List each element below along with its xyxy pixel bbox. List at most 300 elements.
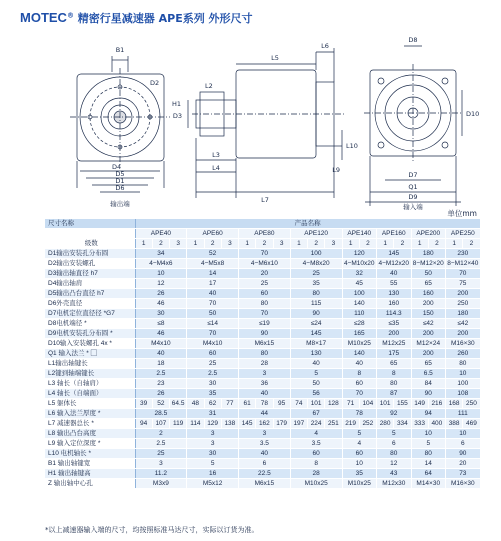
table-cell: 95 bbox=[273, 399, 290, 409]
table-cell: 150 bbox=[411, 309, 446, 319]
table-cell: 4−M6x10 bbox=[239, 259, 291, 269]
table-cell: 6 bbox=[377, 439, 412, 449]
table-cell: 18 bbox=[135, 359, 187, 369]
table-stages-row bbox=[45, 239, 480, 249]
spec-table bbox=[45, 219, 481, 489]
table-cell: 44 bbox=[239, 409, 291, 419]
table-cell: 3 bbox=[187, 429, 239, 439]
table-cell: 32 bbox=[342, 269, 377, 279]
table-cell: 70 bbox=[187, 329, 239, 339]
unit-label: 单位mm bbox=[447, 209, 477, 218]
table-cell: 45 bbox=[342, 279, 377, 289]
table-cell: 130 bbox=[377, 289, 412, 299]
table-cell: 3.5 bbox=[239, 439, 291, 449]
stage-number: 1 bbox=[342, 239, 359, 249]
row-label: D3输出轴直径 h7 bbox=[45, 269, 135, 279]
table-cell: 40 bbox=[239, 449, 291, 459]
table-cell: M4x10 bbox=[187, 339, 239, 349]
stage-number: 2 bbox=[359, 239, 376, 249]
table-cell: 333 bbox=[411, 419, 428, 429]
stage-number: 2 bbox=[152, 239, 169, 249]
table-cell: 55 bbox=[377, 279, 412, 289]
table-cell: ≤14 bbox=[187, 319, 239, 329]
table-cell: 107 bbox=[152, 419, 169, 429]
table-cell: 200 bbox=[446, 329, 481, 339]
table-cell: 469 bbox=[463, 419, 480, 429]
table-cell: 111 bbox=[446, 409, 481, 419]
stage-number: 2 bbox=[204, 239, 221, 249]
registered-mark: ® bbox=[66, 11, 74, 20]
table-row bbox=[45, 379, 480, 389]
table-cell: 3 bbox=[239, 369, 291, 379]
row-label: D6外壳直径 bbox=[45, 299, 135, 309]
table-cell: 114 bbox=[187, 419, 204, 429]
table-cell: 80 bbox=[377, 379, 412, 389]
table-cell: 65 bbox=[377, 359, 412, 369]
table-cell: 100 bbox=[342, 289, 377, 299]
table-cell: 10 bbox=[446, 429, 481, 439]
table-cell: 52 bbox=[152, 399, 169, 409]
table-cell: 17 bbox=[187, 279, 239, 289]
row-label: D9电机安装孔分布圆 * bbox=[45, 329, 135, 339]
stage-number: 2 bbox=[463, 239, 480, 249]
dim-label-l5: L5 bbox=[271, 54, 279, 62]
table-cell: 130 bbox=[290, 349, 342, 359]
table-cell: 40 bbox=[135, 349, 187, 359]
table-cell: M4x10 bbox=[135, 339, 187, 349]
table-cell: 20 bbox=[239, 269, 291, 279]
stage-number: 2 bbox=[428, 239, 445, 249]
table-row bbox=[45, 329, 480, 339]
row-label: L6 输入法兰厚度 * bbox=[45, 409, 135, 419]
table-row bbox=[45, 309, 480, 319]
row-label: L5 躯体长 bbox=[45, 399, 135, 409]
table-cell: ≤42 bbox=[411, 319, 446, 329]
table-cell: 80 bbox=[446, 359, 481, 369]
stage-number: 2 bbox=[256, 239, 273, 249]
row-label: L4 轴长（自端面） bbox=[45, 389, 135, 399]
table-cell: M12x30 bbox=[377, 479, 412, 489]
table-cell: 67 bbox=[290, 409, 342, 419]
table-cell: 140 bbox=[342, 349, 377, 359]
dim-label-d8: D8 bbox=[408, 36, 418, 44]
table-cell: 78 bbox=[256, 399, 273, 409]
table-cell: 25 bbox=[187, 359, 239, 369]
table-cell: 40 bbox=[342, 359, 377, 369]
table-row bbox=[45, 259, 480, 269]
table-cell: 77 bbox=[221, 399, 238, 409]
dim-label-l7: L7 bbox=[261, 196, 269, 204]
table-cell: 250 bbox=[463, 399, 480, 409]
input-end-view bbox=[364, 46, 462, 206]
table-cell: 30 bbox=[187, 379, 239, 389]
table-cell: 149 bbox=[411, 399, 428, 409]
table-cell: 92 bbox=[377, 409, 412, 419]
table-cell: 280 bbox=[377, 419, 394, 429]
table-cell: 200 bbox=[411, 299, 446, 309]
table-cell: 40 bbox=[290, 359, 342, 369]
row-label bbox=[45, 229, 135, 239]
table-row bbox=[45, 459, 480, 469]
table-cell: 46 bbox=[135, 299, 187, 309]
table-cell: 4−M4x6 bbox=[135, 259, 187, 269]
table-cell: 10 bbox=[135, 269, 187, 279]
table-cell: 70 bbox=[342, 389, 377, 399]
table-cell: 3 bbox=[135, 459, 187, 469]
table-cell: ≤24 bbox=[290, 319, 342, 329]
page-title bbox=[20, 10, 253, 26]
table-cell: 11.2 bbox=[135, 469, 187, 479]
table-cell: 260 bbox=[446, 349, 481, 359]
table-cell: 65 bbox=[411, 279, 446, 289]
table-cell: 2.5 bbox=[135, 369, 187, 379]
table-cell: 40 bbox=[239, 389, 291, 399]
dim-label-l9: L9 bbox=[332, 166, 340, 174]
model-name: APE80 bbox=[239, 229, 291, 239]
table-cell: 28 bbox=[239, 359, 291, 369]
row-label: 级数 bbox=[45, 239, 135, 249]
table-cell: 160 bbox=[411, 289, 446, 299]
table-cell: 34 bbox=[135, 249, 187, 259]
table-cell: 20 bbox=[446, 459, 481, 469]
row-label: L1输出轴键长 bbox=[45, 359, 135, 369]
table-cell: 6 bbox=[239, 459, 291, 469]
table-cell: 180 bbox=[446, 309, 481, 319]
table-cell: 70 bbox=[239, 249, 291, 259]
table-cell: 155 bbox=[394, 399, 411, 409]
table-cell: 23 bbox=[135, 379, 187, 389]
table-cell: 35 bbox=[187, 389, 239, 399]
table-cell: M10x25 bbox=[342, 339, 377, 349]
header-product-name: 产品名称 bbox=[135, 219, 480, 229]
table-row bbox=[45, 469, 480, 479]
dim-label-l2: L2 bbox=[205, 82, 213, 90]
table-row bbox=[45, 269, 480, 279]
table-cell: 22.5 bbox=[239, 469, 291, 479]
table-cell: 252 bbox=[359, 419, 376, 429]
table-cell: 30 bbox=[187, 449, 239, 459]
table-cell: 90 bbox=[239, 329, 291, 339]
table-cell: 71 bbox=[342, 399, 359, 409]
table-row bbox=[45, 389, 480, 399]
row-label: D7电机定位直径径 *G7 bbox=[45, 309, 135, 319]
table-cell: 73 bbox=[446, 469, 481, 479]
stage-number: 3 bbox=[221, 239, 238, 249]
table-cell: 62 bbox=[204, 399, 221, 409]
model-name: APE200 bbox=[411, 229, 446, 239]
table-cell: 50 bbox=[187, 309, 239, 319]
dim-label-l3: L3 bbox=[212, 151, 220, 159]
table-cell: 40 bbox=[377, 269, 412, 279]
table-cell: 14 bbox=[411, 459, 446, 469]
table-cell: 145 bbox=[377, 249, 412, 259]
table-cell: 128 bbox=[325, 399, 342, 409]
table-cell: 8 bbox=[290, 459, 342, 469]
model-name: APE160 bbox=[377, 229, 412, 239]
table-cell: 4−M8x20 bbox=[290, 259, 342, 269]
dimension-drawings bbox=[0, 30, 501, 212]
table-row bbox=[45, 399, 480, 409]
table-cell: 6.5 bbox=[411, 369, 446, 379]
table-cell: 162 bbox=[256, 419, 273, 429]
table-cell: 138 bbox=[221, 419, 238, 429]
table-cell: 60 bbox=[239, 289, 291, 299]
stage-number: 1 bbox=[377, 239, 394, 249]
row-label: D2输出安装螺孔 bbox=[45, 259, 135, 269]
table-cell: 70 bbox=[446, 269, 481, 279]
table-cell: 8−M12×40 bbox=[447, 260, 479, 267]
row-label: L2键到轴端键长 bbox=[45, 369, 135, 379]
table-cell: 250 bbox=[446, 299, 481, 309]
table-cell: 8−M12×20 bbox=[412, 260, 444, 267]
dim-label-h1: H1 bbox=[172, 100, 182, 108]
table-cell: 110 bbox=[342, 309, 377, 319]
table-cell: 31 bbox=[187, 409, 239, 419]
caption-output-end: 输出端 bbox=[110, 200, 130, 208]
table-cell: 200 bbox=[377, 329, 412, 339]
table-cell: ≤8 bbox=[135, 319, 187, 329]
model-name: APE140 bbox=[342, 229, 377, 239]
table-row bbox=[45, 319, 480, 329]
table-cell: 70 bbox=[187, 299, 239, 309]
row-label: L7 减速器总长 * bbox=[45, 419, 135, 429]
brand-name: MOTEC bbox=[20, 10, 67, 25]
table-cell: 10 bbox=[446, 369, 481, 379]
table-cell: 48 bbox=[187, 399, 204, 409]
table-cell: 224 bbox=[308, 419, 325, 429]
table-cell: 3 bbox=[187, 439, 239, 449]
table-cell: 4 bbox=[290, 429, 342, 439]
table-cell: 64.5 bbox=[170, 399, 187, 409]
table-cell: ≤19 bbox=[239, 319, 291, 329]
dim-label-d9: D9 bbox=[408, 193, 418, 201]
table-cell: 35 bbox=[290, 279, 342, 289]
table-cell: ≤35 bbox=[377, 319, 412, 329]
stage-number: 2 bbox=[394, 239, 411, 249]
table-row bbox=[45, 339, 480, 349]
table-cell: 4−M5x8 bbox=[187, 259, 239, 269]
table-cell: 90 bbox=[290, 309, 342, 319]
row-label: D1输出安装孔分布圆 bbox=[45, 249, 135, 259]
table-cell: 14 bbox=[187, 269, 239, 279]
table-cell: M6x15 bbox=[239, 339, 291, 349]
row-label: B1 输出轴键宽 bbox=[45, 459, 135, 469]
table-cell: 90 bbox=[411, 389, 446, 399]
table-cell: 80 bbox=[239, 349, 291, 359]
table-cell: 26 bbox=[135, 389, 187, 399]
table-cell: 2.5 bbox=[135, 439, 187, 449]
table-cell: 80 bbox=[411, 449, 446, 459]
row-label: L9 输入定位深度 * bbox=[45, 439, 135, 449]
drawing-svg bbox=[0, 30, 501, 212]
table-models-row bbox=[45, 229, 480, 239]
table-cell: 8 bbox=[377, 369, 412, 379]
table-cell: 80 bbox=[290, 289, 342, 299]
table-cell: 60 bbox=[187, 349, 239, 359]
table-cell: 114.3 bbox=[377, 309, 412, 319]
table-cell: M14×30 bbox=[411, 479, 446, 489]
table-cell: 8 bbox=[342, 369, 377, 379]
table-cell: 168 bbox=[446, 399, 463, 409]
table-cell: M16×30 bbox=[446, 479, 481, 489]
dim-label-b1: B1 bbox=[115, 46, 125, 54]
table-cell: 334 bbox=[394, 419, 411, 429]
table-cell: 4−M10x20 bbox=[343, 260, 375, 267]
row-label: D8电机端径 * bbox=[45, 319, 135, 329]
table-row bbox=[45, 419, 480, 429]
table-cell: 61 bbox=[239, 399, 256, 409]
row-label: D4输出轴肩 bbox=[45, 279, 135, 289]
row-label: L8 输出凸台高度 bbox=[45, 429, 135, 439]
table-cell: 165 bbox=[342, 329, 377, 339]
stage-number: 3 bbox=[170, 239, 187, 249]
stage-number: 1 bbox=[135, 239, 152, 249]
table-cell: 160 bbox=[377, 299, 412, 309]
table-cell: 5 bbox=[290, 369, 342, 379]
table-cell: 219 bbox=[342, 419, 359, 429]
table-cell: 5 bbox=[377, 429, 412, 439]
table-cell: 100 bbox=[446, 379, 481, 389]
table-cell: 388 bbox=[446, 419, 463, 429]
table-row bbox=[45, 349, 480, 359]
table-row bbox=[45, 279, 480, 289]
stage-number: 1 bbox=[446, 239, 463, 249]
stage-number: 1 bbox=[187, 239, 204, 249]
table-cell: 39 bbox=[135, 399, 152, 409]
table-cell: 28 bbox=[290, 469, 342, 479]
table-cell: 5 bbox=[187, 459, 239, 469]
dim-label-q1: Q1 bbox=[408, 183, 418, 191]
table-cell: 25 bbox=[290, 269, 342, 279]
table-cell: M10x25 bbox=[342, 479, 377, 489]
table-row bbox=[45, 409, 480, 419]
table-cell: 100 bbox=[290, 249, 342, 259]
table-cell: 65 bbox=[411, 359, 446, 369]
table-cell: 175 bbox=[377, 349, 412, 359]
row-label: Z 输出轴中心孔 bbox=[45, 479, 135, 489]
table-cell: 200 bbox=[411, 329, 446, 339]
table-cell: 3 bbox=[239, 429, 291, 439]
table-cell: 60 bbox=[342, 449, 377, 459]
table-cell: M12x25 bbox=[377, 339, 412, 349]
table-row bbox=[45, 289, 480, 299]
table-cell: 16 bbox=[187, 469, 239, 479]
title-text: 精密行星减速器 APE系列 外形尺寸 bbox=[77, 12, 253, 25]
model-name: APE40 bbox=[135, 229, 187, 239]
table-cell: 50 bbox=[411, 269, 446, 279]
table-cell: 200 bbox=[411, 349, 446, 359]
dim-label-d1: D1 bbox=[115, 177, 125, 185]
table-cell: M8×17 bbox=[290, 339, 342, 349]
table-cell: 25 bbox=[239, 279, 291, 289]
table-cell: 230 bbox=[446, 249, 481, 259]
dim-label-l10: L10 bbox=[346, 142, 358, 150]
table-cell: 90 bbox=[446, 449, 481, 459]
table-cell: 80 bbox=[239, 299, 291, 309]
table-cell: 60 bbox=[342, 379, 377, 389]
table-cell: 12 bbox=[135, 279, 187, 289]
table-cell: 108 bbox=[446, 389, 481, 399]
table-cell: 5 bbox=[411, 439, 446, 449]
table-cell: 43 bbox=[377, 469, 412, 479]
table-row bbox=[45, 359, 480, 369]
table-cell: 36 bbox=[239, 379, 291, 389]
table-cell: M16×30 bbox=[446, 339, 481, 349]
table-cell: 251 bbox=[325, 419, 342, 429]
table-cell: ≤42 bbox=[446, 319, 481, 329]
table-cell: 78 bbox=[342, 409, 377, 419]
table-cell: 74 bbox=[290, 399, 307, 409]
table-cell: 2 bbox=[135, 429, 187, 439]
table-row bbox=[45, 479, 480, 489]
table-cell: 4 bbox=[342, 439, 377, 449]
table-cell: M12×24 bbox=[411, 339, 446, 349]
table-cell: 104 bbox=[359, 399, 376, 409]
dim-label-d6: D6 bbox=[115, 184, 125, 192]
table-cell: 216 bbox=[428, 399, 445, 409]
table-cell: 179 bbox=[273, 419, 290, 429]
row-label: L10 电机轴长 * bbox=[45, 449, 135, 459]
table-cell: 12 bbox=[377, 459, 412, 469]
table-cell: M3x9 bbox=[135, 479, 187, 489]
table-cell: 94 bbox=[135, 419, 152, 429]
table-cell: 6 bbox=[446, 439, 481, 449]
table-cell: ≤28 bbox=[342, 319, 377, 329]
table-cell: 10 bbox=[342, 459, 377, 469]
table-cell: 40 bbox=[187, 289, 239, 299]
row-label: D5输出凸台直径 h7 bbox=[45, 289, 135, 299]
table-cell: 2.5 bbox=[187, 369, 239, 379]
table-row bbox=[45, 369, 480, 379]
stage-number: 2 bbox=[308, 239, 325, 249]
table-cell: 50 bbox=[290, 379, 342, 389]
table-cell: 197 bbox=[290, 419, 307, 429]
header-dimension-name: 尺寸名称 bbox=[45, 219, 135, 229]
table-cell: 180 bbox=[411, 249, 446, 259]
table-cell: M5x12 bbox=[187, 479, 239, 489]
model-name: APE250 bbox=[446, 229, 481, 239]
stage-number: 1 bbox=[411, 239, 428, 249]
table-cell: 145 bbox=[239, 419, 256, 429]
table-cell: 26 bbox=[135, 289, 187, 299]
table-cell: 70 bbox=[239, 309, 291, 319]
dim-label-d3: D3 bbox=[172, 112, 182, 120]
table-cell: 140 bbox=[342, 299, 377, 309]
table-cell: 115 bbox=[290, 299, 342, 309]
table-row bbox=[45, 439, 480, 449]
dim-label-d10: D10 bbox=[466, 110, 480, 118]
dim-label-l4: L4 bbox=[212, 164, 220, 172]
table-cell: 35 bbox=[342, 469, 377, 479]
table-cell: 119 bbox=[170, 419, 187, 429]
dim-label-d4: D4 bbox=[112, 163, 122, 171]
table-cell: 101 bbox=[377, 399, 394, 409]
table-cell: 60 bbox=[290, 449, 342, 459]
dim-label-d2: D2 bbox=[150, 79, 160, 87]
table-cell: 87 bbox=[377, 389, 412, 399]
model-name: APE120 bbox=[290, 229, 342, 239]
dim-label-d7: D7 bbox=[408, 171, 418, 179]
footnote: *以上减速器输入端的尺寸，均按照标准马达尺寸，实际以订货为准。 bbox=[45, 526, 259, 534]
dim-label-d5: D5 bbox=[115, 170, 125, 178]
table-cell: 200 bbox=[446, 289, 481, 299]
row-label: L3 轴长（自轴肩） bbox=[45, 379, 135, 389]
stage-number: 3 bbox=[325, 239, 342, 249]
side-elevation-view bbox=[188, 48, 345, 198]
model-name: APE60 bbox=[187, 229, 239, 239]
table-cell: 10 bbox=[411, 429, 446, 439]
table-cell: 30 bbox=[135, 309, 187, 319]
